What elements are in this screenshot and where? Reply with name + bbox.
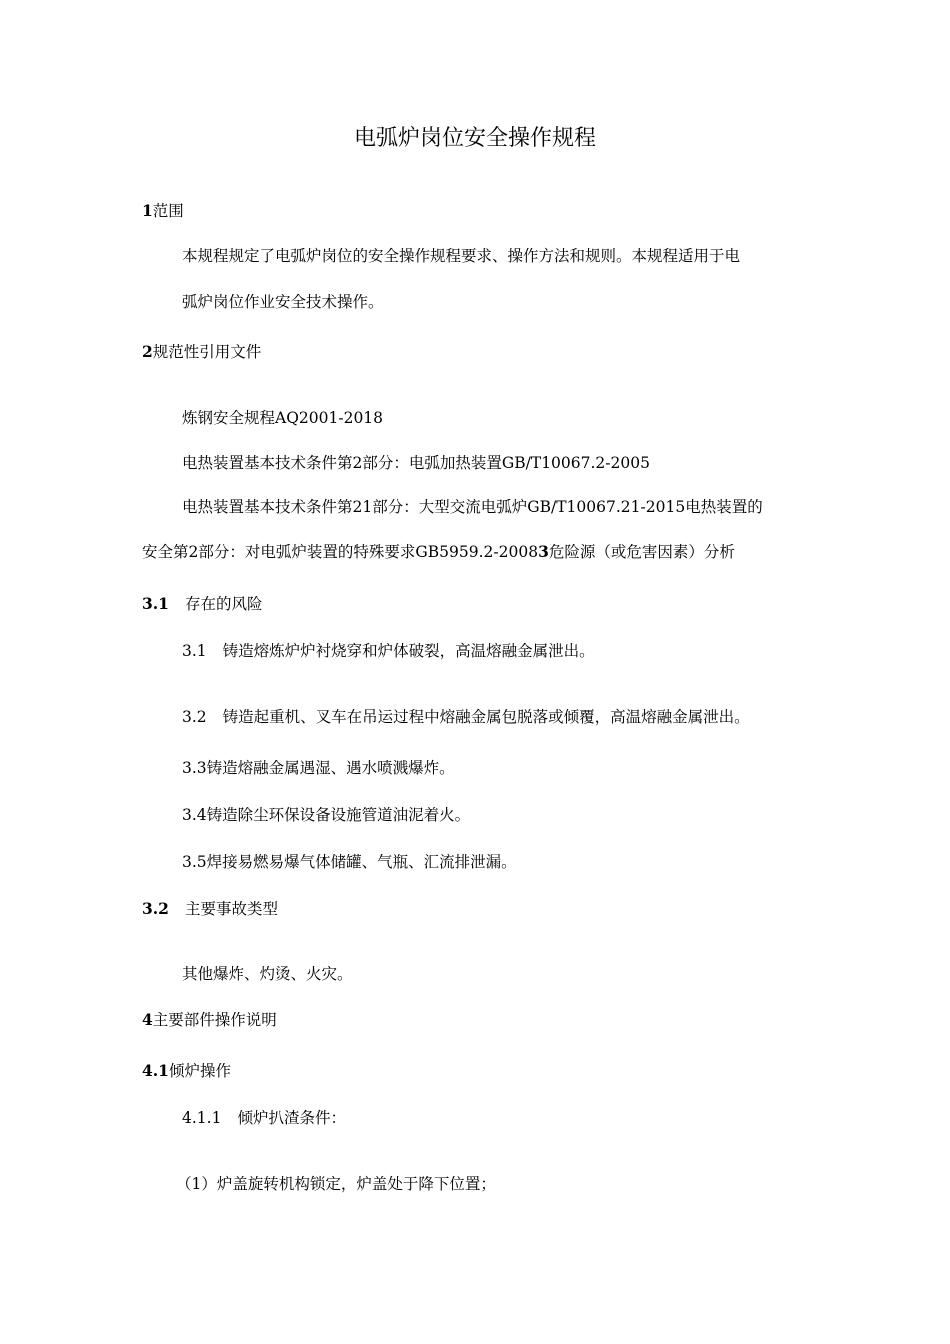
risk-item-text: 铸造除尘环保设备设施管道油泥着火。 bbox=[206, 806, 471, 824]
section-number: 3.1 bbox=[142, 594, 169, 613]
risk-item bbox=[182, 707, 750, 727]
section-number: 2 bbox=[142, 342, 153, 361]
section-title: 存在的风险 bbox=[184, 595, 263, 613]
section-3-1-heading bbox=[142, 594, 262, 614]
condition-item: （1）炉盖旋转机构锁定，炉盖处于降下位置； bbox=[176, 1175, 496, 1193]
risk-item bbox=[182, 805, 470, 825]
risk-item-number: 3.2 bbox=[182, 708, 207, 726]
section-4-heading bbox=[142, 1010, 277, 1030]
risk-item-text: 铸造熔炼炉炉衬烧穿和炉体破裂，高温熔融金属泄出。 bbox=[222, 642, 595, 660]
risk-item-text: 焊接易燃易爆气体储罐、气瓶、汇流排泄漏。 bbox=[206, 853, 517, 871]
section-title: 倾炉操作 bbox=[168, 1062, 231, 1080]
section-4-1-heading bbox=[142, 1061, 231, 1081]
risk-item-number: 3.1 bbox=[182, 642, 207, 660]
risk-item-number: 3.3 bbox=[182, 759, 207, 777]
section-title: 主要事故类型 bbox=[184, 900, 278, 918]
section-1-paragraph-line-1: 本规程规定了电弧炉岗位的安全操作规程要求、操作方法和规则。本规程适用于电 bbox=[182, 247, 741, 265]
risk-item bbox=[182, 852, 517, 872]
reference-3-line-1: 电热装置基本技术条件第21部分：大型交流电弧炉GB/T10067.21-2015电热装置的 bbox=[182, 498, 763, 516]
section-3-title: 危险源（或危害因素）分析 bbox=[548, 543, 735, 561]
reference-1: 炼钢安全规程AQ2001-2018 bbox=[182, 409, 384, 427]
section-number: 3.2 bbox=[142, 899, 169, 918]
subsection-title: 倾炉扒渣条件： bbox=[237, 1109, 346, 1127]
risk-item-number: 3.4 bbox=[182, 806, 207, 824]
section-number: 1 bbox=[142, 201, 153, 220]
reference-3-line-2 bbox=[142, 542, 735, 562]
section-number: 4.1 bbox=[142, 1061, 169, 1080]
section-title: 主要部件操作说明 bbox=[152, 1011, 277, 1029]
section-3-2-heading bbox=[142, 899, 278, 919]
risk-item bbox=[182, 641, 595, 661]
page-title: 电弧炉岗位安全操作规程 bbox=[353, 126, 596, 151]
risk-item bbox=[182, 758, 455, 778]
section-3-number: 3 bbox=[538, 542, 549, 561]
risk-item-text: 铸造起重机、叉车在吊运过程中熔融金属包脱落或倾覆，高温熔融金属泄出。 bbox=[222, 708, 750, 726]
subsection-4-1-1-heading bbox=[182, 1108, 346, 1128]
section-2-heading bbox=[142, 342, 261, 362]
section-title: 范围 bbox=[152, 202, 184, 220]
risk-item-number: 3.5 bbox=[182, 853, 207, 871]
section-number: 4 bbox=[142, 1010, 153, 1029]
section-1-paragraph-line-2: 弧炉岗位作业安全技术操作。 bbox=[182, 293, 384, 311]
section-1-heading bbox=[142, 201, 184, 221]
reference-3-tail: 安全第2部分：对电弧炉装置的特殊要求GB5959.2-2008 bbox=[142, 543, 539, 561]
risk-item-text: 铸造熔融金属遇湿、遇水喷溅爆炸。 bbox=[206, 759, 455, 777]
subsection-number: 4.1.1 bbox=[182, 1109, 222, 1127]
accident-types: 其他爆炸、灼烫、火灾。 bbox=[182, 965, 353, 983]
reference-2: 电热装置基本技术条件第2部分：电弧加热装置GB/T10067.2-2005 bbox=[182, 454, 650, 472]
section-title: 规范性引用文件 bbox=[152, 343, 262, 361]
